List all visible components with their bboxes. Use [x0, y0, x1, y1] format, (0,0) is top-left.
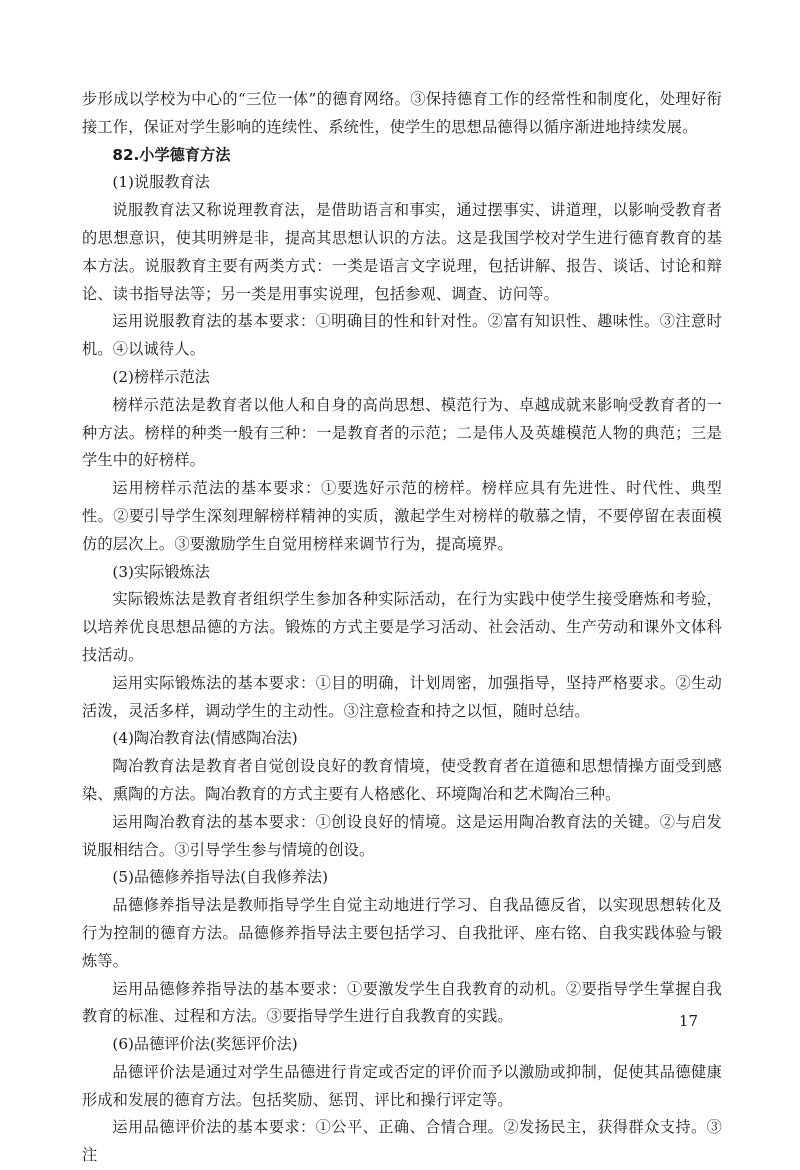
- paragraph-cultivation-definition: 陶冶教育法是教育者自觉创设良好的教育情境，使受教育者在道德和思想情操方面受到感染、熏陶的方法。陶冶教育的方式主要有人格感化、环境陶冶和艺术陶冶三种。: [82, 757, 722, 803]
- subheading-role-model-method: (2)榜样示范法: [112, 367, 210, 386]
- page-number: 17: [678, 1012, 698, 1030]
- paragraph-self-cultivation-definition: 品德修养指导法是教师指导学生自觉主动地进行学习、自我品德反省，以实现思想转化及行为控制的德育方法。品德修养指导法主要包括学习、自我批评、座右铭、自我实践体验与锻炼等。: [82, 896, 722, 970]
- paragraph-persuasion-definition: 说服教育法又称说理教育法，是借助语言和事实，通过摆事实、讲道理，以影响受教育者的思想意识，使其明辨是非，提高其思想认识的方法。这是我国学校对学生进行德育教育的基本方法。说服教育主要有两类方式：一类是语言文字说理，包括讲解、报告、谈话、讨论和辩论、读书指导法等；另一类是用事实说理，包括参观、调查、访问等。: [82, 201, 722, 303]
- paragraph-role-model-definition: 榜样示范法是教育者以他人和自身的高尚思想、模范行为、卓越成就来影响受教育者的一种方法。榜样的种类一般有三种：一是教育者的示范；二是伟人及英雄模范人物的典范；三是学生中的好榜样。: [82, 395, 722, 470]
- paragraph-role-model-requirements: 运用榜样示范法的基本要求：①要选好示范的榜样。榜样应具有先进性、时代性、典型性。②要引导学生深刻理解榜样精神的实质，激起学生对榜样的敬慕之情，不要停留在表面模仿的层次上。③要激励学生自觉用榜样来调节行为，提高境界。: [82, 479, 722, 553]
- subheading-persuasion-method: (1)说服教育法: [112, 173, 210, 192]
- paragraph-cultivation-requirements: 运用陶冶教育法的基本要求：①创设良好的情境。这是运用陶冶教育法的关键。②与启发说服相结合。③引导学生参与情境的创设。: [82, 812, 722, 859]
- paragraph-evaluation-definition: 品德评价法是通过对学生品德进行肯定或否定的评价而予以激励或抑制，促使其品德健康形成和发展的德育方法。包括奖励、惩罚、评比和操行评定等。: [82, 1062, 722, 1109]
- paragraph-persuasion-requirements: 运用说服教育法的基本要求：①明确目的性和针对性。②富有知识性、趣味性。③注意时机。④以诚待人。: [82, 312, 722, 359]
- paragraph-self-cultivation-requirements: 运用品德修养指导法的基本要求：①要激发学生自我教育的动机。②要指导学生掌握自我教育的标准、过程和方法。③要指导学生进行自我教育的实践。: [82, 979, 722, 1026]
- subheading-practice-method: (3)实际锻炼法: [112, 562, 210, 581]
- paragraph-intro-continuation: 步形成以学校为中心的“三位一体”的德育网络。③保持德育工作的经常性和制度化，处理好衔接工作，保证对学生影响的连续性、系统性，使学生的思想品德得以循序渐进地持续发展。: [82, 90, 722, 136]
- document-body: [82, 86, 722, 1170]
- paragraph-evaluation-requirements: 运用品德评价法的基本要求：①公平、正确、合情合理。②发扬民主，获得群众支持。③注: [82, 1118, 722, 1165]
- section-heading-82: 82.小学德育方法: [112, 145, 231, 164]
- paragraph-practice-requirements: 运用实际锻炼法的基本要求：①目的明确，计划周密，加强指导，坚持严格要求。②生动活泼，灵活多样，调动学生的主动性。③注意检查和持之以恒，随时总结。: [82, 673, 722, 720]
- paragraph-practice-definition: 实际锻炼法是教育者组织学生参加各种实际活动，在行为实践中使学生接受磨炼和考验，以培养优良思想品德的方法。锻炼的方式主要是学习活动、社会活动、生产劳动和课外文体科技活动。: [82, 590, 722, 664]
- subheading-evaluation-method: (6)品德评价法(奖惩评价法): [112, 1035, 298, 1054]
- subheading-cultivation-method: (4)陶冶教育法(情感陶冶法): [112, 729, 298, 748]
- subheading-self-cultivation-method: (5)品德修养指导法(自我修养法): [112, 868, 329, 887]
